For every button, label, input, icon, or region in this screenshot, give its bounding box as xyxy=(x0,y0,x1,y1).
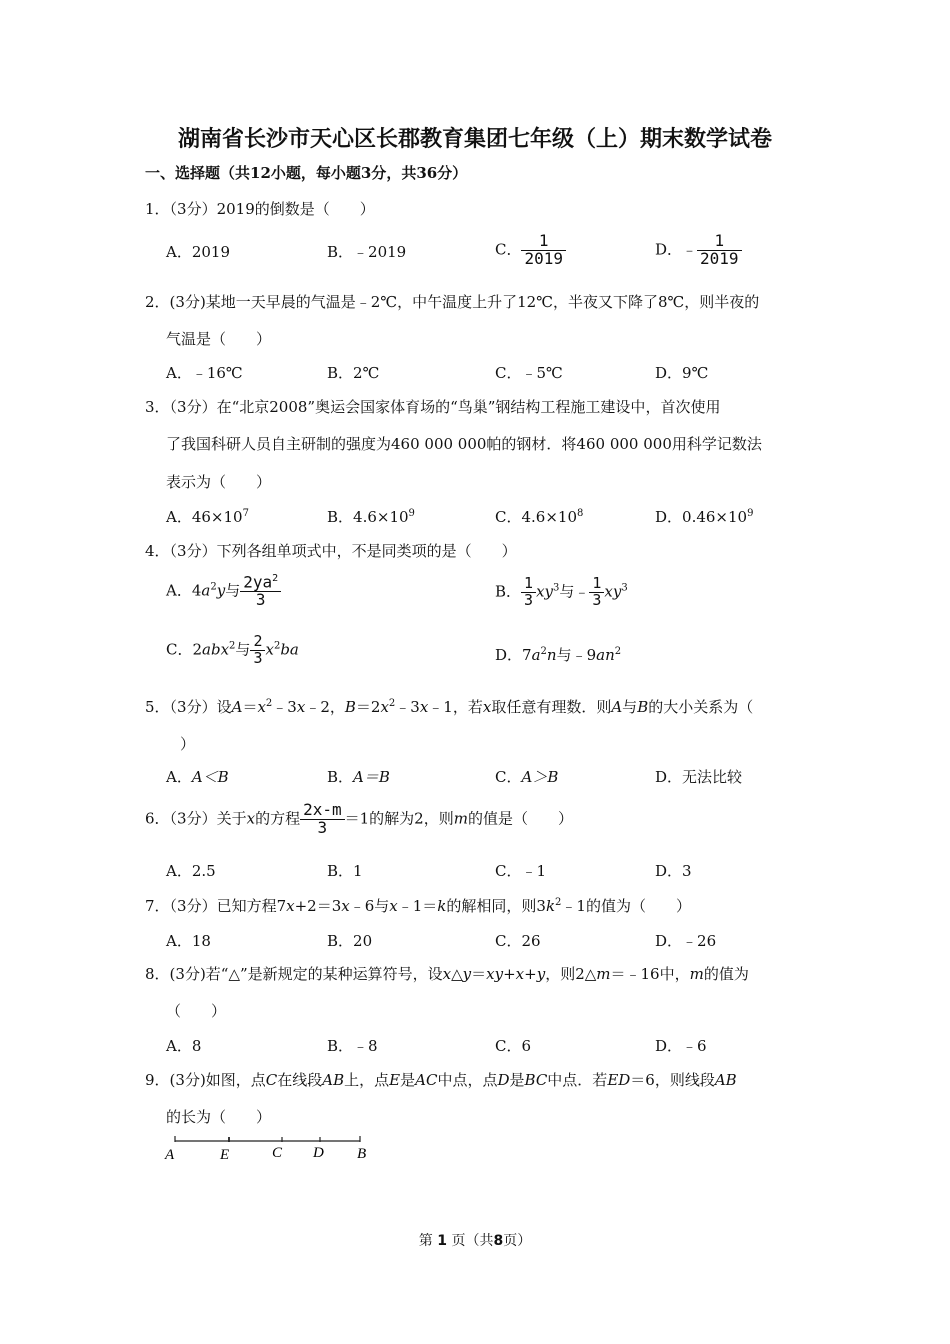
q6-option-b: B．1 xyxy=(327,862,363,880)
variable: A xyxy=(611,698,623,716)
q7-option-b: B．20 xyxy=(327,932,373,950)
exponent: 2 xyxy=(229,640,236,652)
fraction xyxy=(250,634,265,667)
text: 取任意有理数．则 xyxy=(491,698,612,716)
numerator: 1 xyxy=(589,576,604,593)
fraction xyxy=(521,233,566,268)
variable: n xyxy=(546,646,557,664)
variable: AC xyxy=(415,1071,438,1089)
text: 6．（3分）关于 xyxy=(145,809,247,828)
connector: 与﹣9 xyxy=(556,646,597,664)
q4-option-b xyxy=(495,576,628,609)
variable: B xyxy=(637,698,649,716)
option-label: D．﹣ xyxy=(655,240,698,259)
point-label-b: B xyxy=(357,1146,367,1162)
variable: C xyxy=(265,1071,278,1089)
text: 5．（3分）设 xyxy=(145,698,232,716)
variable: x xyxy=(482,698,492,716)
option-value: A＞B xyxy=(521,768,559,786)
text: ﹣1＝ xyxy=(397,897,438,915)
option-text: A．46×10 xyxy=(166,508,243,526)
footer-text: 第 xyxy=(418,1233,433,1249)
q2-option-c: C．﹣5℃ xyxy=(495,364,563,382)
connector: 与 xyxy=(225,581,241,600)
question-2-stem-line2: 气温是（ ） xyxy=(166,330,272,348)
variable: m xyxy=(689,965,704,983)
question-5-stem-line1 xyxy=(145,696,753,717)
text: ﹣3 xyxy=(272,698,297,716)
q8-option-b: B．﹣8 xyxy=(327,1037,378,1055)
fraction xyxy=(697,233,742,268)
question-6-stem xyxy=(145,802,573,837)
variable: xy xyxy=(604,582,622,601)
text: ，则2△ xyxy=(545,965,597,983)
text: ＝1的解为2，则 xyxy=(344,809,454,828)
q4-option-a xyxy=(166,574,281,609)
question-9-stem-line1 xyxy=(145,1069,737,1090)
text: 中点，点 xyxy=(437,1071,498,1089)
option-label: A．4 xyxy=(166,581,202,600)
q7-option-c: C．26 xyxy=(495,932,541,950)
option-label: C． xyxy=(495,768,522,786)
numerator: 1 xyxy=(697,233,742,251)
q1-option-d xyxy=(655,233,742,268)
q2-option-b: B．2℃ xyxy=(327,364,380,382)
variable: k xyxy=(545,897,556,915)
q3-option-a xyxy=(166,506,249,527)
question-7-stem xyxy=(145,895,691,916)
q8-option-a: A．8 xyxy=(166,1037,202,1055)
numerator-text: 2ya xyxy=(243,572,273,592)
q8-option-d: D．﹣6 xyxy=(655,1037,707,1055)
option-label: D．7 xyxy=(495,646,532,664)
exponent: 2 xyxy=(540,646,547,657)
variable: x xyxy=(265,640,274,659)
text: ﹣3 xyxy=(395,698,420,716)
q7-option-d: D．﹣26 xyxy=(655,932,717,950)
text: 与 xyxy=(622,698,638,716)
q7-option-a: A．18 xyxy=(166,932,211,950)
q1-option-a: A．2019 xyxy=(166,243,231,261)
variable: ED xyxy=(607,1071,631,1089)
q5-option-d: D．无法比较 xyxy=(655,768,743,786)
q6-option-a: A．2.5 xyxy=(166,862,216,880)
fraction xyxy=(589,576,604,609)
denominator: 3 xyxy=(255,590,266,610)
q3-option-b xyxy=(327,506,415,527)
footer-text: 页（共 xyxy=(451,1233,494,1249)
page-total: 8 xyxy=(493,1233,504,1249)
denominator: 2019 xyxy=(524,248,564,268)
question-1-stem: 1．（3分）2019的倒数是（ ） xyxy=(145,200,375,218)
exponent: 2 xyxy=(388,698,396,709)
option-value: A＜B xyxy=(191,768,229,786)
exponent: 2 xyxy=(273,640,281,652)
question-9-stem-line2: 的长为（ ） xyxy=(166,1108,272,1126)
option-text: B．4.6×10 xyxy=(327,508,409,526)
point-label-e: E xyxy=(220,1147,230,1163)
denominator: 3 xyxy=(253,648,263,667)
numerator: 2x-m xyxy=(300,802,345,820)
question-5-stem-line2: ） xyxy=(180,735,196,753)
variable: D xyxy=(497,1071,510,1089)
text: 的值为 xyxy=(703,965,749,983)
variable: x xyxy=(380,698,389,716)
text: ＝2 xyxy=(355,698,381,716)
q8-option-c: C．6 xyxy=(495,1037,532,1055)
point-label-c: C xyxy=(272,1145,283,1161)
variable: x xyxy=(389,897,398,915)
q6-option-d: D．3 xyxy=(655,862,692,880)
variable: m xyxy=(596,965,611,983)
question-3-stem-line2: 了我国科研人员自主研制的强度为460 000 000帕的钢材．将460 000 000用科学记数法 xyxy=(166,435,762,453)
variable: ba xyxy=(280,640,299,659)
exponent: 2 xyxy=(555,897,562,908)
q4-option-d xyxy=(495,644,621,665)
option-label: A． xyxy=(166,768,192,786)
text: ﹣1的值为（ ） xyxy=(561,897,691,915)
denominator: 3 xyxy=(524,590,534,609)
text: 是 xyxy=(509,1071,525,1089)
exponent: 3 xyxy=(553,582,560,594)
exponent: 2 xyxy=(210,581,217,593)
question-4-stem: 4．（3分）下列各组单项式中，不是同类项的是（ ） xyxy=(145,542,517,560)
variable: A xyxy=(231,698,243,716)
q4-option-c xyxy=(166,634,299,667)
text: ﹣6与 xyxy=(349,897,390,915)
text: ＝﹣16中， xyxy=(610,965,690,983)
option-label: C．2 xyxy=(166,640,203,659)
variable: y xyxy=(216,581,226,600)
text: 中点．若 xyxy=(547,1071,608,1089)
text: 8．(3分)若“△”是新规定的某种运算符号，设 xyxy=(145,965,443,983)
exponent: 7 xyxy=(242,508,249,519)
variable: x xyxy=(296,698,306,716)
q3-option-c xyxy=(495,506,583,527)
q6-option-c: C．﹣1 xyxy=(495,862,547,880)
numerator: 2 xyxy=(250,634,265,651)
page-number: 1 xyxy=(437,1233,447,1249)
q1-option-b: B．﹣2019 xyxy=(327,243,407,261)
page-title: 湖南省长沙市天心区长郡教育集团七年级（上）期末数学试卷 xyxy=(177,126,772,152)
exponent: 9 xyxy=(747,508,754,519)
text: ﹣2， xyxy=(305,698,345,716)
point-label-d: D xyxy=(313,1145,324,1161)
exponent: 9 xyxy=(408,508,415,519)
fraction xyxy=(521,576,536,609)
text: 9．(3分)如图，点 xyxy=(145,1071,266,1089)
variable: x xyxy=(257,698,266,716)
text: 上，点 xyxy=(344,1071,390,1089)
question-8-stem-line1 xyxy=(145,963,749,984)
variable: an xyxy=(596,646,615,664)
variable: AB xyxy=(322,1071,345,1089)
variable: xy xyxy=(536,582,553,601)
exponent: 2 xyxy=(272,573,279,584)
variable: x xyxy=(286,897,295,915)
line-segment-figure xyxy=(160,1132,380,1166)
numerator: 1 xyxy=(521,233,566,251)
text: 7．（3分）已知方程7 xyxy=(145,897,287,915)
variable: a xyxy=(201,581,211,600)
text: ﹣1，若 xyxy=(428,698,483,716)
question-3-stem-line1: 3．（3分）在“北京2008”奥运会国家体育场的“鸟巢”钢结构工程施工建设中，首次使用 xyxy=(145,398,721,416)
q5-option-b xyxy=(327,766,390,787)
exponent: 2 xyxy=(265,698,273,709)
option-label: C． xyxy=(495,240,522,259)
connector: 与﹣ xyxy=(559,582,590,601)
text: 的解相同，则3 xyxy=(446,897,546,915)
fraction xyxy=(300,802,345,837)
q2-option-a: A．﹣16℃ xyxy=(166,364,243,382)
text: 的方程 xyxy=(255,809,301,828)
option-label: B． xyxy=(495,582,522,601)
variable: abx xyxy=(202,640,230,659)
option-text: D．0.46×10 xyxy=(655,508,748,526)
text: 在线段 xyxy=(277,1071,323,1089)
text: 是 xyxy=(400,1071,416,1089)
text: +2＝3 xyxy=(294,897,342,915)
exponent: 3 xyxy=(621,582,628,594)
variable: E xyxy=(389,1071,401,1089)
connector: 与 xyxy=(235,640,251,659)
question-2-stem-line1: 2．(3分)某地一天早晨的气温是﹣2℃，中午温度上升了12℃，半夜又下降了8℃，则半夜的 xyxy=(145,293,760,311)
variable: a xyxy=(531,646,541,664)
variable: x xyxy=(246,809,256,828)
text: ＝ xyxy=(242,698,258,716)
variable: m xyxy=(453,809,468,828)
variable: xy+x+y xyxy=(486,965,546,983)
option-text: C．4.6×10 xyxy=(495,508,577,526)
q5-option-a xyxy=(166,766,229,787)
option-label: B． xyxy=(327,768,354,786)
q3-option-d xyxy=(655,506,753,527)
q2-option-d: D．9℃ xyxy=(655,364,709,382)
variable: BC xyxy=(524,1071,548,1089)
section-heading: 一、选择题（共12小题，每小题3分，共36分） xyxy=(145,164,468,182)
text: 的大小关系为（ xyxy=(648,698,754,716)
q5-option-c xyxy=(495,766,558,787)
variable: B xyxy=(344,698,356,716)
fraction xyxy=(240,574,281,609)
variable: k xyxy=(437,897,447,915)
exponent: 2 xyxy=(614,646,622,657)
option-value: A＝B xyxy=(353,768,390,786)
page-footer xyxy=(0,1230,950,1250)
footer-text: 页） xyxy=(503,1233,532,1249)
question-8-stem-line2: （ ） xyxy=(166,1002,227,1020)
text: ＝6，则线段 xyxy=(630,1071,715,1089)
text: 的值是（ ） xyxy=(467,809,573,828)
denominator: 3 xyxy=(592,590,602,609)
denominator: 3 xyxy=(317,817,328,837)
variable: x△y xyxy=(442,965,472,983)
q1-option-c xyxy=(495,233,566,268)
exponent: 8 xyxy=(577,508,584,519)
question-3-stem-line3: 表示为（ ） xyxy=(166,473,272,491)
variable: x xyxy=(419,698,429,716)
point-label-a: A xyxy=(165,1147,175,1163)
variable: x xyxy=(341,897,350,915)
numerator: 1 xyxy=(521,576,536,593)
variable: AB xyxy=(714,1071,737,1089)
text: ＝ xyxy=(471,965,487,983)
denominator: 2019 xyxy=(700,248,739,268)
